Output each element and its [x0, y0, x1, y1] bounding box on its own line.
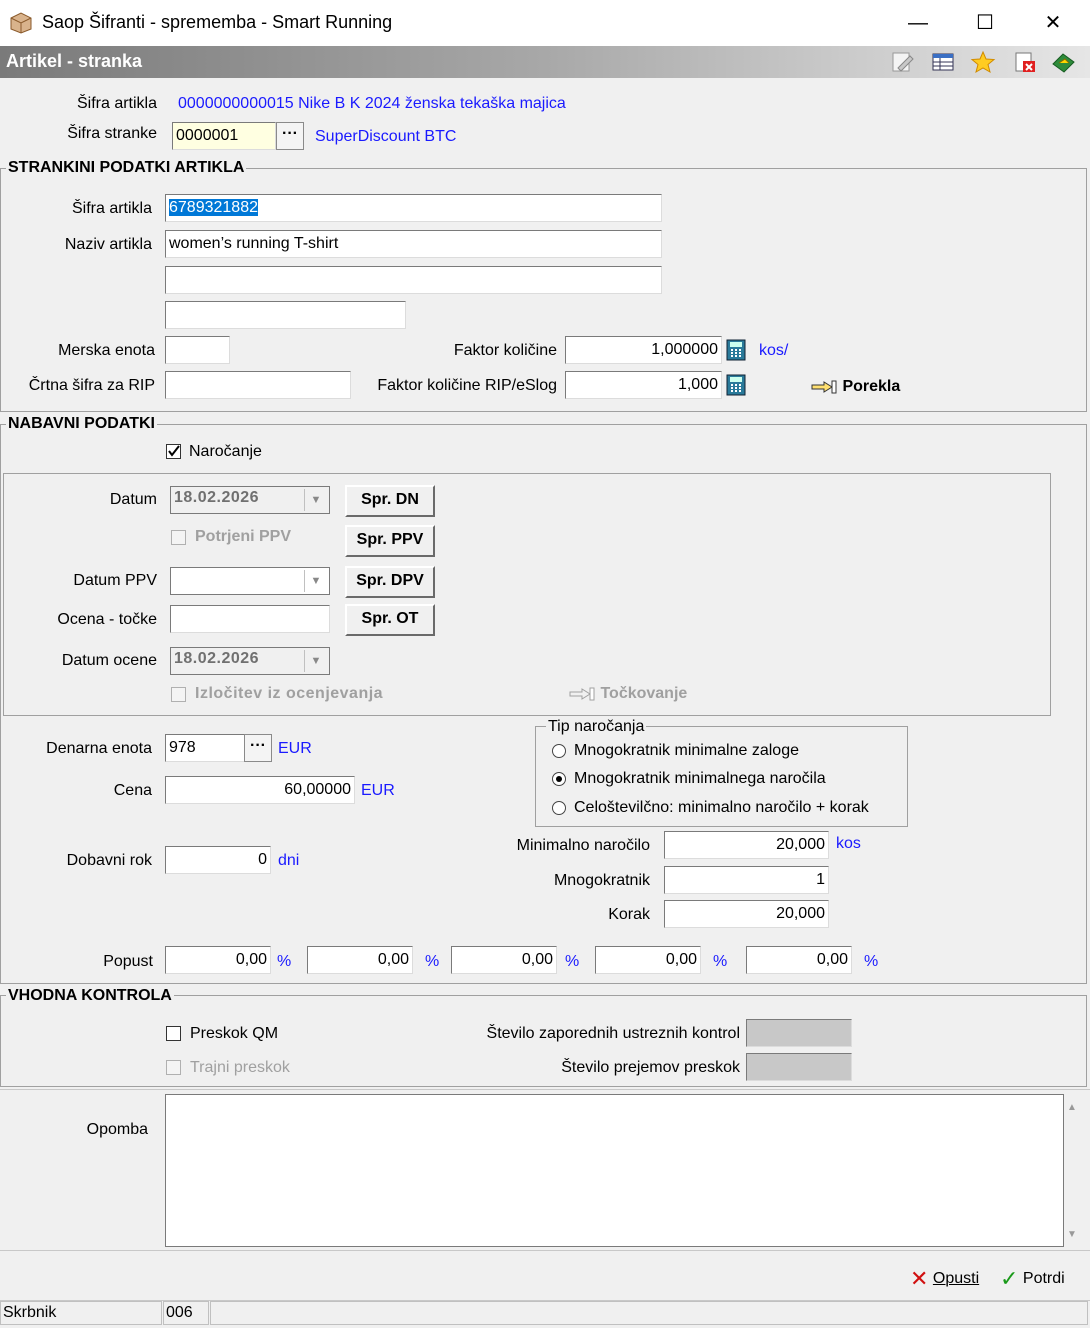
status-owner-value: 006 [163, 1301, 209, 1325]
cancel-label: Opusti [932, 1270, 980, 1287]
multiple-label: Mnogokratnik [553, 872, 650, 889]
consecutive-label: Število zaporednih ustreznih kontrol [486, 1025, 740, 1042]
score-date-combo[interactable] [170, 647, 330, 675]
article-code-label: Šifra artikla [76, 95, 157, 112]
order-type-title: Tip naročanja [548, 718, 645, 735]
customer-code-input[interactable]: 0000001 [172, 122, 276, 150]
pointing-hand-icon [810, 377, 838, 397]
score-date-value: 18.02.2026 [174, 650, 260, 667]
article-name-label: Naziv artikla [64, 236, 152, 253]
note-label: Opomba [86, 1121, 148, 1138]
confirmed-ppv-checkbox[interactable] [171, 530, 186, 545]
chevron-down-icon: ▼ [304, 650, 327, 672]
scroll-up-icon[interactable]: ▲ [1067, 1102, 1077, 1113]
order-type-radio-2[interactable] [552, 801, 566, 815]
date-ppv-label: Datum PPV [73, 572, 157, 589]
delete-record-icon[interactable] [1012, 50, 1038, 74]
price-input[interactable]: 60,00000 [165, 776, 355, 804]
article-name-line2-input[interactable] [165, 266, 662, 294]
purchase-title: NABAVNI PODATKI [8, 415, 155, 432]
skip-qm-label: Preskok QM [190, 1025, 279, 1042]
close-button[interactable]: ✕ [1044, 12, 1062, 34]
chevron-down-icon: ▼ [304, 570, 327, 592]
lead-time-label: Dobavni rok [66, 852, 152, 869]
confirm-check-icon: ✓ [1000, 1266, 1019, 1291]
discount-1-percent: % [277, 953, 292, 970]
ordering-label: Naročanje [189, 443, 262, 460]
ordering-details-box [3, 473, 1051, 716]
ordering-checkbox[interactable] [166, 444, 181, 459]
minimize-button[interactable]: — [908, 12, 928, 34]
window-titlebar [0, 0, 1090, 46]
customer-code-label: Šifra stranke [67, 125, 157, 142]
barcode-input[interactable] [165, 371, 351, 399]
quantity-factor-input[interactable]: 1,000000 [565, 336, 722, 364]
lead-time-input[interactable]: 0 [165, 846, 271, 874]
order-type-option-2: Celoštevilčno: minimalno naročilo + korak [574, 799, 869, 816]
edit-note-icon[interactable] [890, 50, 916, 74]
order-type-option-0: Mnogokratnik minimalne zaloge [574, 742, 799, 759]
app-box-icon [8, 10, 34, 34]
spr-dn-button[interactable]: Spr. DN [345, 485, 435, 517]
exit-door-icon[interactable] [1050, 50, 1076, 74]
discount-5-percent: % [864, 953, 879, 970]
discount-4-input[interactable]: 0,00 [595, 946, 701, 974]
customer-article-code-label: Šifra artikla [71, 200, 152, 217]
date-label: Datum [109, 491, 157, 508]
score-label: Ocena - točke [57, 611, 157, 628]
article-name-line3-input[interactable] [165, 301, 406, 329]
currency-lookup-button[interactable]: ··· [244, 734, 272, 762]
form-title: Artikel - stranka [6, 51, 143, 71]
exclude-scoring-label: Izločitev iz ocenjevanja [195, 685, 384, 702]
customer-article-code-input[interactable] [165, 194, 662, 222]
receipts-skip-input[interactable] [746, 1053, 852, 1081]
currency-label: Denarna enota [46, 740, 152, 757]
score-input[interactable] [170, 605, 330, 633]
order-type-radio-0[interactable] [552, 744, 566, 758]
min-order-unit: kos [836, 835, 861, 852]
date-ppv-combo[interactable] [170, 567, 330, 595]
spr-ot-button[interactable]: Spr. OT [345, 604, 435, 636]
chevron-down-icon: ▼ [304, 489, 327, 511]
inspection-title: VHODNA KONTROLA [8, 987, 172, 1004]
multiple-input[interactable]: 1 [664, 866, 829, 894]
cancel-x-icon: ✕ [910, 1266, 929, 1291]
discount-2-input[interactable]: 0,00 [307, 946, 413, 974]
confirmed-ppv-label: Potrjeni PPV [195, 528, 292, 545]
cancel-button[interactable] [910, 1266, 979, 1292]
currency-code: EUR [278, 740, 312, 757]
scroll-down-icon[interactable]: ▼ [1067, 1229, 1077, 1240]
unit-input[interactable] [165, 336, 230, 364]
origin-button[interactable] [810, 377, 900, 397]
quantity-factor-rip-input[interactable]: 1,000 [565, 371, 722, 399]
quantity-factor-rip-label: Faktor količine RIP/eSlog [377, 377, 557, 394]
maximize-button[interactable]: ☐ [976, 12, 994, 34]
score-date-label: Datum ocene [61, 652, 157, 669]
confirm-label: Potrdi [1022, 1270, 1065, 1287]
discount-3-percent: % [565, 953, 580, 970]
skip-qm-checkbox[interactable] [166, 1026, 181, 1041]
calculator-icon[interactable] [725, 339, 747, 361]
currency-input[interactable]: 978 [165, 734, 245, 762]
step-input[interactable]: 20,000 [664, 900, 829, 928]
origin-label: Porekla [842, 378, 901, 395]
unit-label: Merska enota [58, 342, 155, 359]
scoring-button[interactable] [568, 684, 687, 704]
exclude-scoring-checkbox[interactable] [171, 687, 186, 702]
discount-label: Popust [103, 953, 153, 970]
calculator-rip-icon[interactable] [725, 374, 747, 396]
order-type-radio-1[interactable] [552, 772, 566, 786]
customer-lookup-button[interactable]: ··· [276, 122, 304, 150]
date-combo[interactable] [170, 486, 330, 514]
barcode-label: Črtna šifra za RIP [28, 377, 155, 394]
quantity-factor-unit: kos/ [759, 342, 789, 359]
favorite-star-icon[interactable] [970, 50, 996, 74]
discount-1-input[interactable]: 0,00 [165, 946, 271, 974]
price-currency: EUR [361, 782, 395, 799]
permanent-skip-label: Trajni preskok [190, 1059, 290, 1076]
window-title: Saop Šifranti - sprememba - Smart Running [42, 12, 393, 32]
spr-dpv-button[interactable]: Spr. DPV [345, 566, 435, 598]
customer-name: SuperDiscount BTC [315, 128, 457, 145]
date-value: 18.02.2026 [174, 489, 260, 506]
order-type-option-1: Mnogokratnik minimalnega naročila [574, 770, 826, 787]
discount-5-input[interactable]: 0,00 [746, 946, 852, 974]
note-textarea[interactable] [165, 1094, 1064, 1247]
discount-4-percent: % [713, 953, 728, 970]
checkmark-icon [167, 444, 181, 458]
lead-time-unit: dni [278, 852, 300, 869]
quantity-factor-label: Faktor količine [453, 342, 557, 359]
customer-data-title: STRANKINI PODATKI ARTIKLA [8, 159, 245, 176]
article-name-input[interactable]: women’s running T-shirt [165, 230, 662, 258]
receipts-skip-label: Število prejemov preskok [561, 1059, 740, 1076]
status-empty-pane [210, 1301, 1088, 1325]
price-label: Cena [113, 782, 152, 799]
permanent-skip-checkbox[interactable] [166, 1060, 181, 1075]
scoring-label: Točkovanje [600, 685, 688, 702]
table-view-icon[interactable] [930, 50, 956, 74]
consecutive-input[interactable] [746, 1019, 852, 1047]
spr-ppv-button[interactable]: Spr. PPV [345, 525, 435, 557]
discount-3-input[interactable]: 0,00 [451, 946, 557, 974]
min-order-label: Minimalno naročilo [516, 837, 650, 854]
confirm-button[interactable] [1000, 1266, 1065, 1292]
step-label: Korak [608, 906, 650, 923]
pointing-hand-icon [568, 684, 596, 704]
min-order-input[interactable]: 20,000 [664, 831, 829, 859]
discount-2-percent: % [425, 953, 440, 970]
form-header [0, 46, 1090, 78]
customer-article-code-selected: 6789321882 [169, 199, 258, 216]
article-code-value: 0000000000015 Nike B K 2024 ženska tekaška majica [178, 95, 566, 112]
status-owner-label: Skrbnik [0, 1301, 162, 1325]
note-scrollbar[interactable] [1064, 1094, 1082, 1247]
